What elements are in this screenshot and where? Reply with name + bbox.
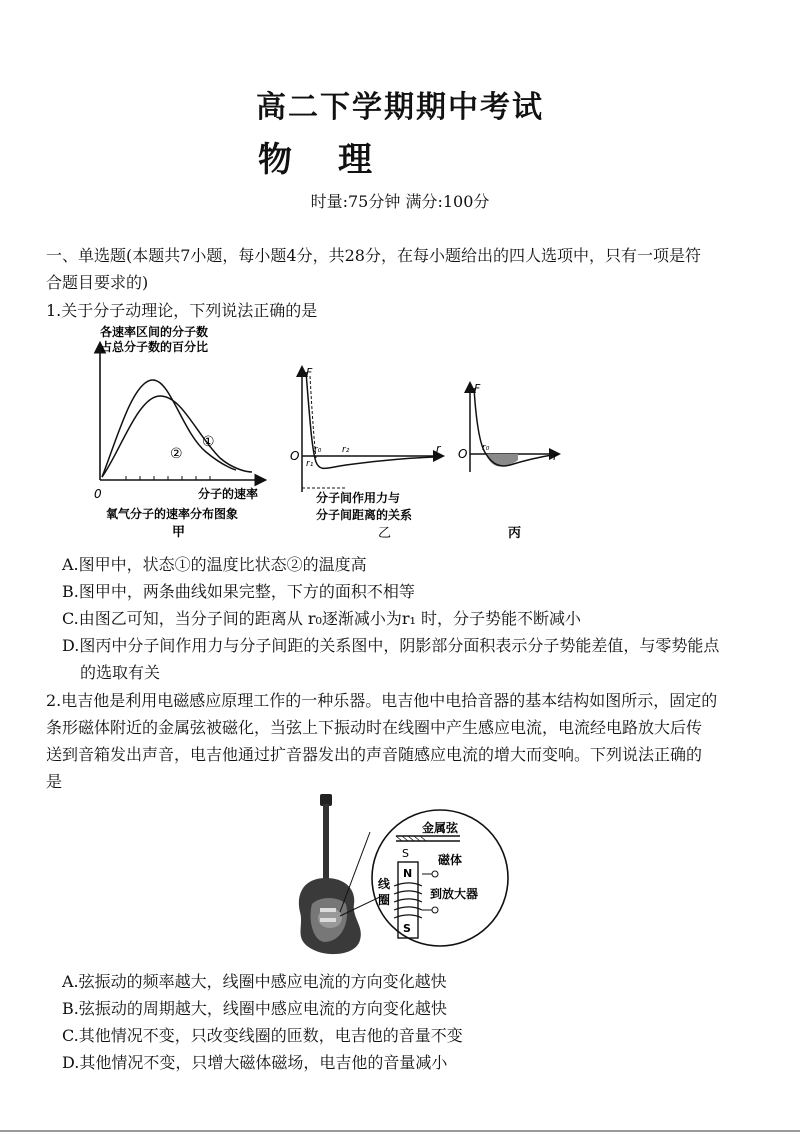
- jia-ylabel-line2: 占总分子数的百分比: [100, 340, 209, 354]
- yi-axis-x-label: r: [436, 442, 441, 455]
- q1-option-c: C.由图乙可知，当分子间的距离从 r₀逐渐减小为r₁ 时，分子势能不断减小: [62, 609, 582, 628]
- yi-name: 乙: [378, 526, 392, 541]
- metal-string: [396, 836, 460, 841]
- jia-curve-2: [102, 380, 236, 477]
- jia-xlabel: 分子的速率: [198, 487, 259, 501]
- q2-stem-line2: 条形磁体附近的金属弦被磁化，当弦上下振动时在线圈中产生感应电流，电流经电路放大后传: [46, 718, 703, 737]
- jia-origin: 0: [94, 487, 102, 501]
- exam-meta: 时量:75分钟 满分:100分: [310, 192, 490, 211]
- terminal-lower: [432, 907, 438, 913]
- yi-r1-label: r₁: [306, 459, 314, 469]
- guitar-icon: [299, 794, 361, 954]
- q2-stem-line4: 是: [46, 772, 63, 791]
- q2-option-c: C.其他情况不变，只改变线圈的匝数，电吉他的音量不变: [62, 1026, 463, 1045]
- yi-r0-label: r₀: [314, 445, 322, 455]
- exam-title: 高二下学期期中考试: [256, 90, 544, 125]
- page-bottom-rule: [0, 1130, 800, 1132]
- q2-stem-line3: 送到音箱发出声音，电吉他通过扩音器发出的声音随感应电流的增大而变响。下列说法正确的: [46, 745, 703, 764]
- zoom-line-upper: [340, 832, 370, 912]
- jia-curve-1-label: ①: [202, 434, 215, 450]
- figure-bing: [456, 380, 566, 544]
- bing-origin: O: [458, 447, 468, 461]
- bing-axis-x-label: r: [553, 450, 558, 463]
- q2-option-a: A.弦振动的频率越大，线圈中感应电流的方向变化越快: [62, 972, 447, 991]
- figure-jia: [86, 322, 286, 544]
- q1-option-b: B.图甲中，两条曲线如果完整，下方的面积不相等: [62, 582, 415, 601]
- jia-name: 甲: [172, 525, 186, 540]
- question-1-stem: 1.关于分子动理论，下列说法正确的是: [46, 301, 318, 320]
- yi-curve: [306, 372, 434, 468]
- q2-option-d: D.其他情况不变，只增大磁体磁场，电吉他的音量减小: [62, 1053, 448, 1072]
- section-heading-line1: 一、单选题(本题共7小题，每小题4分，共28分，在每小题给出的四人选项中，只有一项是符: [46, 246, 701, 265]
- q1-option-d-line2: 的选取有关: [80, 663, 161, 682]
- jia-caption: 氧气分子的速率分布图象: [106, 507, 239, 521]
- yi-caption-line2: 分子间距离的关系: [316, 508, 413, 522]
- yi-origin: O: [290, 449, 300, 463]
- bing-axis-y-label: F: [474, 382, 481, 395]
- pole-s-top: S: [402, 847, 409, 860]
- pole-n: N: [403, 867, 413, 880]
- metal-string-label: 金属弦: [422, 821, 459, 835]
- yi-caption-line1: 分子间作用力与: [316, 491, 401, 505]
- magnet-label: 磁体: [438, 853, 463, 867]
- subject-title: 物理: [258, 140, 418, 180]
- figure-yi: [286, 362, 456, 544]
- jia-ylabel-line1: 各速率区间的分子数: [100, 325, 209, 339]
- q1-option-a: A.图甲中，状态①的温度比状态②的温度高: [62, 555, 367, 574]
- pole-s-bottom: S: [403, 922, 411, 935]
- section-heading-line2: 合题目要求的): [46, 273, 149, 292]
- guitar-figure: [290, 792, 518, 962]
- q2-option-b: B.弦振动的周期越大，线圈中感应电流的方向变化越快: [62, 999, 447, 1018]
- coil-label-1: 线: [378, 877, 391, 891]
- amplifier-label: 到放大器: [430, 887, 479, 901]
- bing-name: 丙: [508, 526, 522, 541]
- q1-option-d-line1: D.图丙中分子间作用力与分子间距的关系图中，阴影部分面积表示分子势能差值，与零势能点: [62, 636, 720, 655]
- yi-r2-label: r₂: [342, 445, 350, 455]
- q2-stem-line1: 2.电吉他是利用电磁感应原理工作的一种乐器。电吉他中电拾音器的基本结构如图所示，固定的: [46, 691, 718, 710]
- terminal-upper: [432, 871, 438, 877]
- jia-curve-2-label: ②: [170, 446, 183, 462]
- bing-r0-label: r₀: [482, 443, 490, 453]
- yi-axis-y-label: F: [306, 366, 313, 379]
- coil-label-2: 圈: [378, 893, 391, 907]
